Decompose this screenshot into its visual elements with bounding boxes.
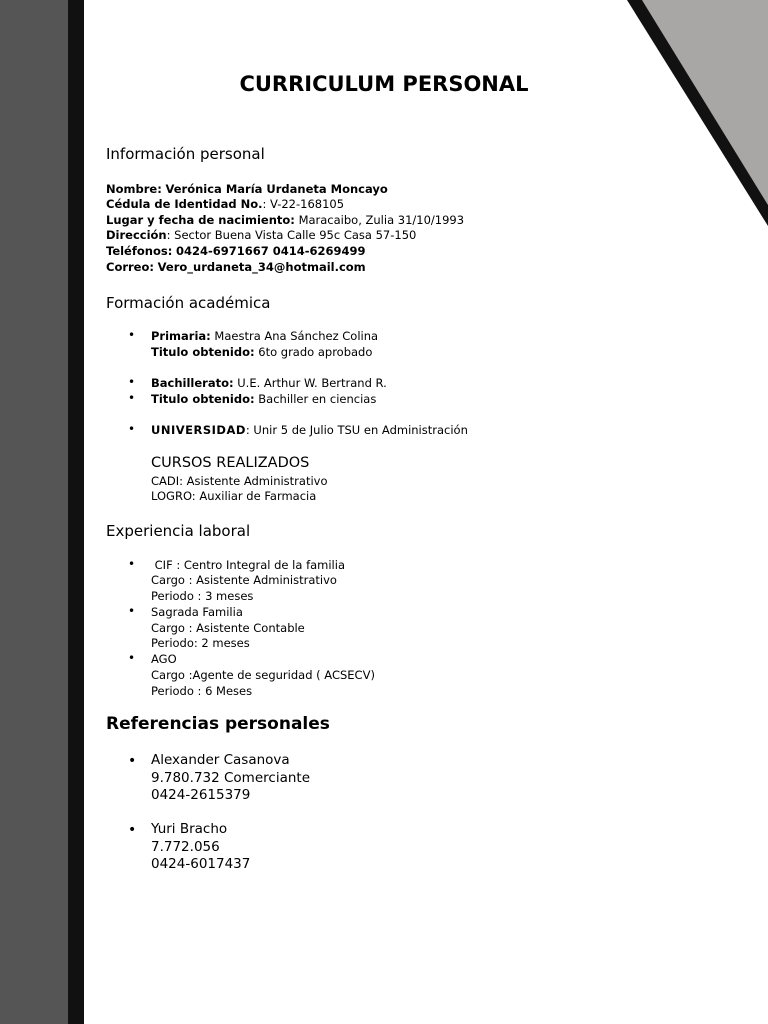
bullet-icon: • — [128, 753, 137, 769]
bullet-icon: • — [128, 328, 136, 342]
education-primaria: Primaria: Maestra Ana Sánchez Colina — [151, 329, 379, 343]
personal-id: Cédula de Identidad No.: V-22-168105 — [106, 197, 345, 211]
reference-name: Yuri Bracho — [151, 821, 228, 837]
job-cargo: Cargo : Asistente Contable — [151, 621, 305, 635]
personal-email: Correo: Vero_urdaneta_34@hotmail.com — [106, 260, 366, 274]
job-cargo: Cargo :Agente de seguridad ( ACSECV) — [151, 668, 375, 682]
section-heading-education: Formación académica — [106, 294, 271, 312]
personal-name: Nombre: Verónica María Urdaneta Moncayo — [106, 182, 388, 196]
education-universidad: UNIVERSIDAD: Unir 5 de Julio TSU en Administración — [151, 423, 468, 437]
job-cargo: Cargo : Asistente Administrativo — [151, 573, 337, 587]
education-bachillerato: Bachillerato: U.E. Arthur W. Bertrand R. — [151, 376, 387, 390]
reference-phone: 0424-6017437 — [151, 856, 251, 872]
job-periodo: Periodo: 2 meses — [151, 636, 250, 650]
job-name: Sagrada Familia — [151, 605, 243, 619]
sidebar-black-stripe — [68, 0, 84, 1024]
bullet-icon: • — [128, 557, 136, 571]
cursos-heading: CURSOS REALIZADOS — [151, 455, 310, 471]
education-titulo-primaria: Titulo obtenido: 6to grado aprobado — [151, 345, 373, 359]
bullet-icon: • — [128, 604, 136, 618]
reference-detail: 9.780.732 Comerciante — [151, 770, 310, 786]
bullet-icon: • — [128, 422, 136, 436]
section-heading-personal: Información personal — [106, 145, 265, 163]
page-title: CURRICULUM PERSONAL — [239, 72, 529, 96]
personal-address: Dirección: Sector Buena Vista Calle 95c Casa 57-150 — [106, 228, 417, 242]
education-titulo-bachillerato: Titulo obtenido: Bachiller en ciencias — [151, 392, 377, 406]
job-periodo: Periodo : 3 meses — [151, 589, 254, 603]
sidebar-gray-stripe — [0, 0, 68, 1024]
personal-phones: Teléfonos: 0424-6971667 0414-6269499 — [106, 244, 366, 258]
section-heading-references: Referencias personales — [106, 714, 330, 734]
job-name: CIF : Centro Integral de la familia — [151, 558, 345, 572]
job-name: AGO — [151, 652, 177, 666]
bullet-icon: • — [128, 391, 136, 405]
reference-phone: 0424-2615379 — [151, 787, 251, 803]
section-heading-experience: Experiencia laboral — [106, 522, 251, 540]
job-periodo: Periodo : 6 Meses — [151, 684, 253, 698]
curso-item: CADI: Asistente Administrativo — [151, 474, 328, 488]
bullet-icon: • — [128, 375, 136, 389]
personal-birth: Lugar y fecha de nacimiento: Maracaibo, Zulia 31/10/1993 — [106, 213, 465, 227]
curso-item: LOGRO: Auxiliar de Farmacia — [151, 489, 317, 503]
bullet-icon: • — [128, 822, 137, 838]
bullet-icon: • — [128, 651, 136, 665]
reference-name: Alexander Casanova — [151, 752, 290, 768]
reference-detail: 7.772.056 — [151, 839, 220, 855]
